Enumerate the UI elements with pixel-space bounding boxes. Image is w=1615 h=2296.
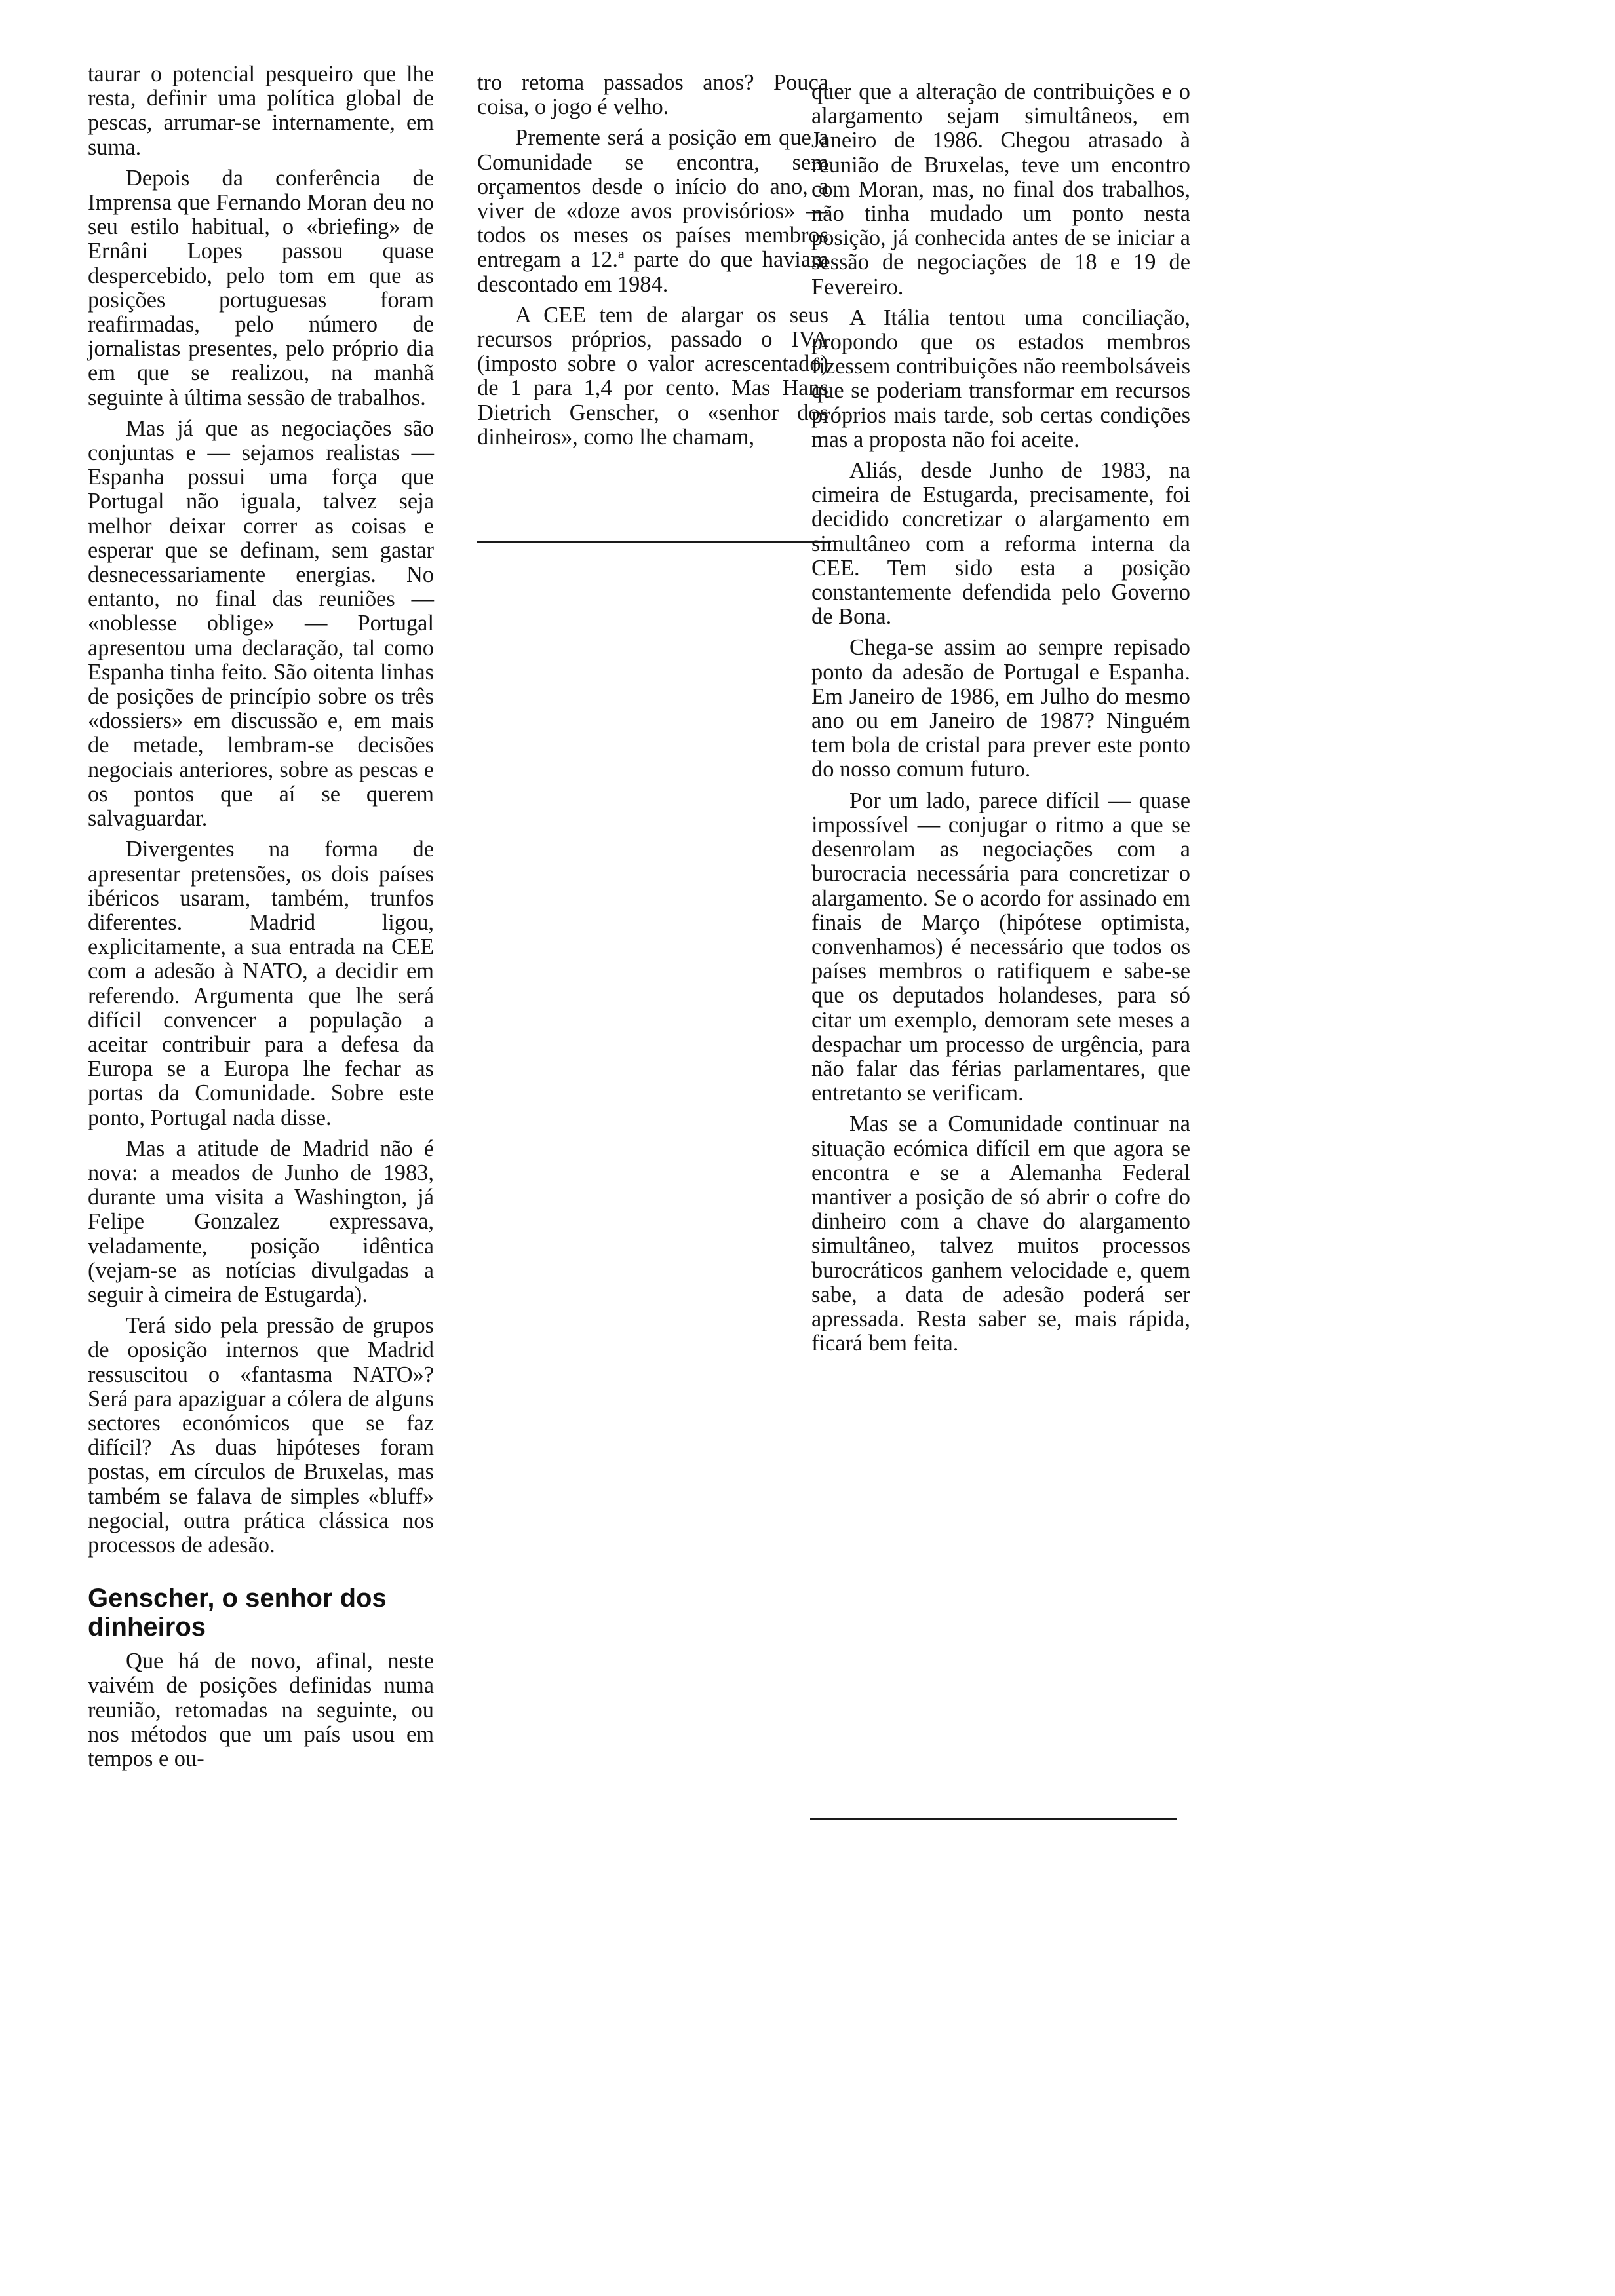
paragraph: taurar o potencial pesqueiro que lhe resta, definir uma política global de pescas, arrumar-se internamente, em suma.	[88, 62, 434, 160]
article-column-1	[88, 62, 434, 1771]
article-end-rule	[810, 1818, 1177, 1820]
paragraph: Depois da conferência de Imprensa que Fernando Moran deu no seu estilo habitual, o «briefing» de Ernâni Lopes passou quase despercebido, pelo tom em que as posições portuguesas foram reafirmadas, pelo número de jornalistas presentes, pelo próprio dia em que se realizou, na manhã seguinte à última sessão de trabalhos.	[88, 165, 434, 410]
paragraph: Que há de novo, afinal, neste vaivém de posições definidas numa reunião, retomadas na seguinte, ou nos métodos que um país usou em tempos e ou-	[88, 1649, 434, 1771]
paragraph: A CEE tem de alargar os seus recursos próprios, passado o IVA (imposto sobre o valor acrescentado) de 1 para 1,4 por cento. Mas Hans Dietrich Genscher, o «senhor dos dinheiros», como lhe chamam,	[477, 302, 828, 450]
paragraph: Chega-se assim ao sempre repisado ponto da adesão de Portugal e Espanha. Em Janeiro de 1986, em Julho do mesmo ano ou em Janeiro de 1987? Ninguém tem bola de cristal para prever este ponto do nosso comum futuro.	[811, 635, 1190, 782]
article-column-2	[477, 71, 828, 450]
paragraph: Mas a atitude de Madrid não é nova: a meados de Junho de 1983, durante uma visita a Washington, já Felipe Gonzalez expressava, veladamente, posição idêntica (vejam-se as notícias divulgadas a seguir à cimeira de Estugarda).	[88, 1136, 434, 1307]
paragraph: Premente será a posição em que a Comunidade se encontra, sem orçamentos desde o início do ano, a viver de «doze avos provisórios» — todos os meses os países membros entregam a 12.ª parte do que haviam descontado em 1984.	[477, 125, 828, 297]
paragraph: Terá sido pela pressão de grupos de oposição internos que Madrid ressuscitou o «fantasma NATO»? Será para apaziguar a cólera de alguns sectores económicos que se faz difícil? As duas hipóteses foram postas, em círculos de Bruxelas, mas também se falava de simples «bluff» negocial, outra prática clássica nos processos de adesão.	[88, 1313, 434, 1558]
paragraph: Aliás, desde Junho de 1983, na cimeira de Estugarda, precisamente, foi decidido concretizar o alargamento em simultâneo com a reforma interna da CEE. Tem sido esta a posição constantemente defendida pelo Governo de Bona.	[811, 458, 1190, 630]
paragraph: tro retoma passados anos? Pouca coisa, o jogo é velho.	[477, 70, 828, 120]
paragraph: Mas se a Comunidade continuar na situação ecómica difícil em que agora se encontra e se a Alemanha Federal mantiver a posição de só abrir o cofre do dinheiro com a chave do alargamento simultâneo, talvez muitos processos burocráticos ganhem velocidade e, quem sabe, a data de adesão poderá ser apressada. Resta saber se, mais rápida, ficará bem feita.	[811, 1111, 1190, 1356]
column-divider-rule	[477, 541, 831, 543]
article-column-3	[811, 80, 1190, 1356]
paragraph: quer que a alteração de contribuições e o alargamento sejam simultâneos, em Janeiro de 1986. Chegou atrasado à reunião de Bruxelas, teve um encontro com Moran, mas, no final dos trabalhos, não tinha mudado um ponto nesta posição, já conhecida antes de se iniciar a sessão de negociações de 18 e 19 de Fevereiro.	[811, 79, 1190, 299]
section-subheading: Genscher, o senhor dos dinheiros	[88, 1584, 387, 1642]
paragraph: Divergentes na forma de apresentar pretensões, os dois países ibéricos usaram, também, trunfos diferentes. Madrid ligou, explicitamente, a sua entrada na CEE com a adesão à NATO, a decidir em referendo. Argumenta que lhe será difícil convencer a população a aceitar contribuir para a defesa da Europa se a Europa lhe fechar as portas da Comunidade. Sobre este ponto, Portugal nada disse.	[88, 837, 434, 1130]
paragraph: A Itália tentou uma conciliação, propondo que os estados membros fizessem contribuições não reembolsáveis que se poderiam transformar em recursos próprios mais tarde, sob certas condições mas a proposta não foi aceite.	[811, 305, 1190, 452]
paragraph: Mas já que as negociações são conjuntas e — sejamos realistas — Espanha possui uma força que Portugal não iguala, talvez seja melhor deixar correr as coisas e esperar que se definam, sem gastar desnecessariamente energias. No entanto, no final das reuniões — «noblesse oblige» — Portugal apresentou uma declaração, tal como Espanha tinha feito. São oitenta linhas de posições de princípio sobre os três «dossiers» em discussão e, em mais de metade, lembram-se decisões negociais anteriores, sobre as pescas e os pontos que aí se querem salvaguardar.	[88, 415, 434, 832]
paragraph: Por um lado, parece difícil — quase impossível — conjugar o ritmo a que se desenrolam as negociações com a burocracia necessária para concretizar o alargamento. Se o acordo for assinado em finais de Março (hipótese optimista, convenhamos) é necessário que todos os países membros o ratifiquem e sabe-se que os deputados holandeses, para só citar um exemplo, demoram sete meses a despachar um processo de urgência, para não falar das férias parlamentares, que entretanto se verificam.	[811, 788, 1190, 1106]
